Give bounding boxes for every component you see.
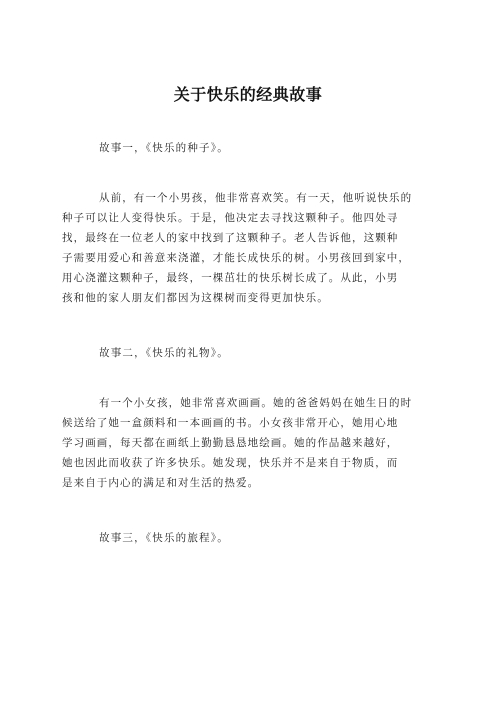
paragraph-line: 她也因此而收获了许多快乐。她发现，快乐并不是来自于物质，而 (62, 457, 399, 469)
paragraph-line: 候送给了她一盒颜料和一本画画的书。小女孩非常开心，她用心地 (62, 417, 399, 429)
paragraph-line: 是来自于内心的满足和对生活的热爱。 (62, 477, 260, 489)
paragraph-line: 找，最终在一位老人的家中找到了这颗种子。老人告诉他，这颗种 (62, 232, 399, 244)
page-title: 关于快乐的经典故事 (173, 85, 323, 104)
section-heading-3: 故事三，《快乐的旅程》。 (99, 532, 229, 544)
paragraph-line: 学习画画，每天都在画纸上勤勤恳恳地绘画。她的作品越来越好， (62, 437, 399, 449)
paragraph-line: 有一个小女孩，她非常喜欢画画。她的爸爸妈妈在她生日的时 (99, 397, 413, 409)
paragraph-line: 种子可以让人变得快乐。于是，他决定去寻找这颗种子。他四处寻 (62, 212, 399, 224)
paragraph-line: 用心浇灌这颗种子，最终，一棵茁壮的快乐树长成了。从此，小男 (62, 272, 399, 284)
section-heading-1: 故事一，《快乐的种子》。 (99, 142, 229, 154)
paragraph-line: 孩和他的家人朋友们都因为这棵树而变得更加快乐。 (62, 292, 329, 304)
paragraph-line: 从前，有一个小男孩，他非常喜欢笑。有一天，他听说快乐的 (99, 192, 413, 204)
paragraph-line: 子需要用爱心和善意来浇灌，才能长成快乐的树。小男孩回到家中， (62, 252, 410, 264)
section-heading-2: 故事二，《快乐的礼物》。 (99, 347, 229, 359)
